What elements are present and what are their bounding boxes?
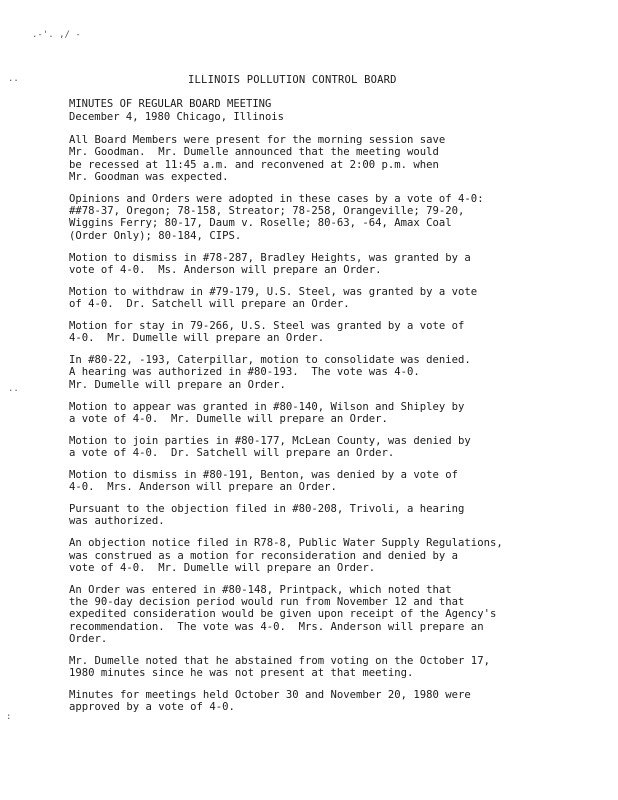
document-title: ILLINOIS POLLUTION CONTROL BOARD bbox=[188, 74, 397, 86]
text-line: All Board Members were present for the morning session save bbox=[69, 134, 446, 146]
text-line: was construed as a motion for reconsideration and denied by a bbox=[69, 549, 459, 562]
paragraph-hearing bbox=[69, 503, 589, 528]
text-line: Mr. Goodman. Mr. Dumelle announced that the meeting would bbox=[69, 146, 439, 159]
text-line: a vote of 4-0. Dr. Satchell will prepare an Order. bbox=[69, 447, 395, 460]
text-line: Motion to withdraw in #79-179, U.S. Steel, was granted by a vote bbox=[69, 285, 478, 298]
text-line: 4-0. Mr. Dumelle will prepare an Order. bbox=[69, 332, 325, 345]
text-line: vote of 4-0. Ms. Anderson will prepare an Order. bbox=[69, 263, 382, 276]
text-line: Order. bbox=[69, 633, 108, 646]
text-line: approved by a vote of 4-0. bbox=[69, 701, 235, 714]
text-line: ##78-37, Oregon; 78-158, Streator; 78-258, Orangeville; 79-20, bbox=[69, 205, 465, 218]
paragraph-abstention bbox=[69, 655, 589, 680]
text-line: Mr. Dumelle noted that he abstained from voting on the October 17, bbox=[69, 654, 490, 667]
paragraph-attendance bbox=[69, 134, 589, 183]
paragraph-motion bbox=[69, 401, 589, 426]
text-line: 4-0. Mrs. Anderson will prepare an Order. bbox=[69, 481, 337, 494]
scan-mark: .. bbox=[8, 74, 19, 84]
text-line: Motion to join parties in #80-177, McLean County, was denied by bbox=[69, 434, 471, 447]
text-line: (Order Only); 80-184, CIPS. bbox=[69, 229, 242, 242]
scan-mark: .. bbox=[8, 384, 19, 394]
text-line: a vote of 4-0. Mr. Dumelle will prepare an Order. bbox=[69, 412, 388, 425]
text-line: be recessed at 11:45 a.m. and reconvened at 2:00 p.m. when bbox=[69, 158, 439, 171]
text-line: Wiggins Ferry; 80-17, Daum v. Roselle; 80-63, -64, Amax Coal bbox=[69, 217, 452, 230]
text-line: Motion to dismiss in #80-191, Benton, was denied by a vote of bbox=[69, 468, 459, 481]
meeting-date-location: December 4, 1980 Chicago, Illinois bbox=[69, 111, 284, 123]
text-line: A hearing was authorized in #80-193. The vote was 4-0. bbox=[69, 366, 420, 379]
text-line: In #80-22, -193, Caterpillar, motion to consolidate was denied. bbox=[69, 354, 471, 367]
text-line: expedited consideration would be given upon receipt of the Agency's bbox=[69, 608, 497, 621]
text-line: of 4-0. Dr. Satchell will prepare an Order. bbox=[69, 298, 350, 311]
paragraph-motion bbox=[69, 252, 589, 277]
paragraph-order bbox=[69, 584, 589, 645]
text-line: vote of 4-0. Mr. Dumelle will prepare an Order. bbox=[69, 561, 376, 574]
paragraph-motion bbox=[69, 320, 589, 345]
minutes-body bbox=[69, 134, 589, 723]
paragraph-motion bbox=[69, 286, 589, 311]
paragraph-motion bbox=[69, 435, 589, 460]
paragraph-minutes-approval bbox=[69, 689, 589, 714]
text-line: An Order was entered in #80-148, Printpack, which noted that bbox=[69, 583, 452, 596]
text-line: Pursuant to the objection filed in #80-208, Trivoli, a hearing bbox=[69, 503, 465, 516]
paragraph-opinions-adopted bbox=[69, 193, 589, 242]
scan-mark: : bbox=[6, 712, 12, 722]
paragraph-motion bbox=[69, 469, 589, 494]
text-line: An objection notice filed in R78-8, Public Water Supply Regulations, bbox=[69, 537, 503, 550]
text-line: Mr. Dumelle will prepare an Order. bbox=[69, 378, 286, 391]
scan-mark: .-'. ,/ - bbox=[32, 30, 81, 40]
text-line: Motion for stay in 79-266, U.S. Steel was granted by a vote of bbox=[69, 319, 465, 332]
text-line: Minutes for meetings held October 30 and November 20, 1980 were bbox=[69, 689, 471, 702]
text-line: Motion to dismiss in #78-287, Bradley Heights, was granted by a bbox=[69, 251, 471, 264]
text-line: the 90-day decision period would run from November 12 and that bbox=[69, 596, 465, 609]
text-line: was authorized. bbox=[69, 515, 165, 528]
minutes-heading: MINUTES OF REGULAR BOARD MEETING bbox=[69, 98, 272, 110]
paragraph-motion bbox=[69, 354, 589, 391]
paragraph-objection bbox=[69, 537, 589, 574]
text-line: 1980 minutes since he was not present at that meeting. bbox=[69, 667, 414, 680]
text-line: Motion to appear was granted in #80-140, Wilson and Shipley by bbox=[69, 400, 465, 413]
text-line: Opinions and Orders were adopted in these cases by a vote of 4-0: bbox=[69, 192, 484, 205]
text-line: Mr. Goodman was expected. bbox=[69, 170, 229, 183]
text-line: recommendation. The vote was 4-0. Mrs. Anderson will prepare an bbox=[69, 620, 484, 633]
